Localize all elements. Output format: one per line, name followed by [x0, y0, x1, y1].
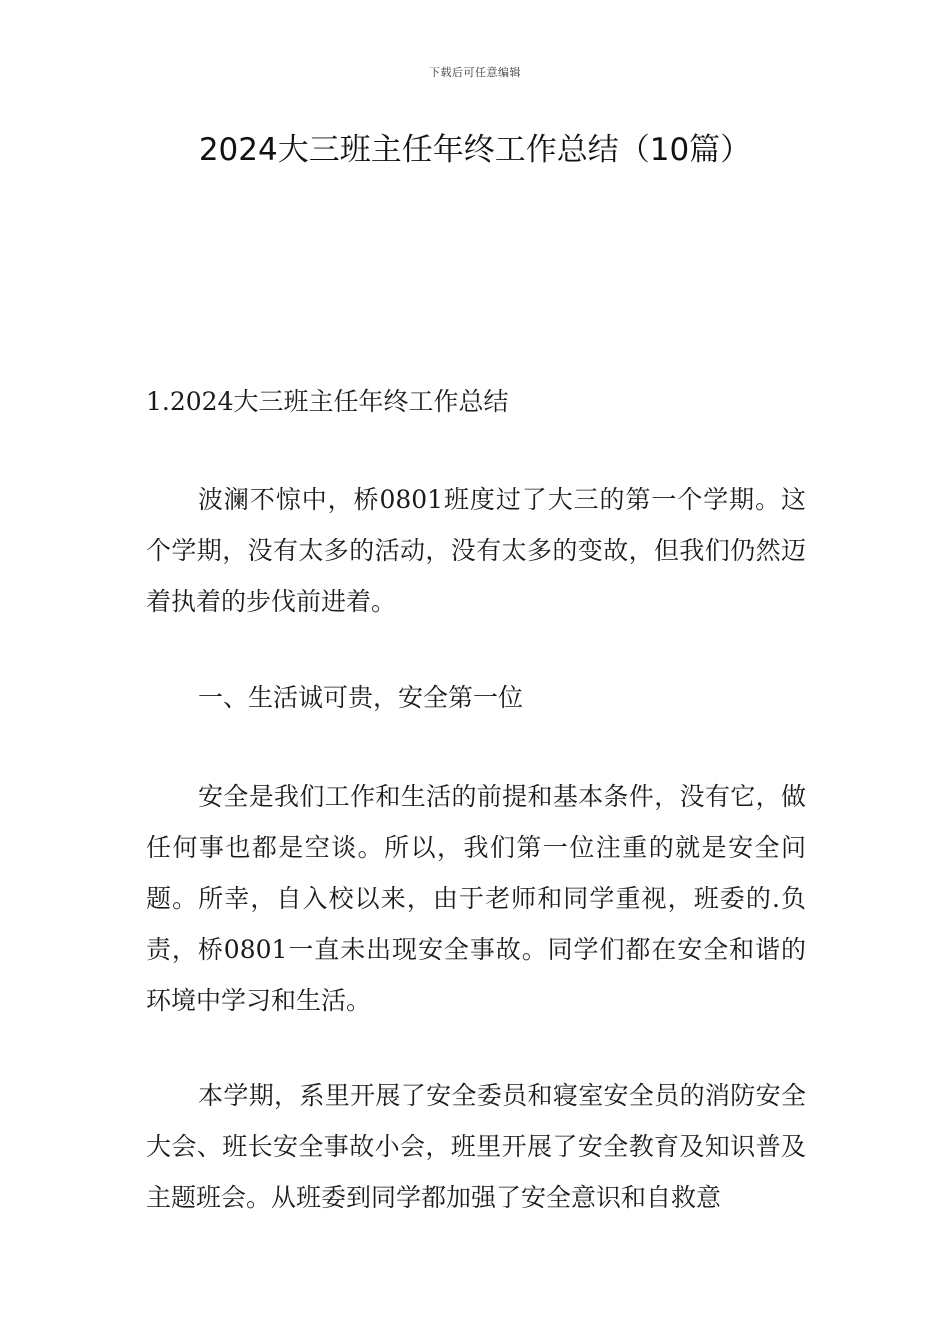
section-title: 1.2024大三班主任年终工作总结: [146, 387, 509, 416]
paragraph-activities: 本学期，系里开展了安全委员和寝室安全员的消防安全大会、班长安全事故小会，班里开展了安全教育及知识普及主题班会。从班委到同学都加强了安全意识和自救意: [146, 1081, 806, 1212]
document-title: 2024大三班主任年终工作总结（10篇）: [198, 132, 752, 168]
paragraph-intro: 波澜不惊中，桥0801班度过了大三的第一个学期。这个学期，没有太多的活动，没有太多的变故，但我们仍然迈着执着的步伐前进着。: [146, 485, 806, 616]
subheading-safety: 一、生活诚可贵，安全第一位: [198, 683, 524, 712]
paragraph-safety: 安全是我们工作和生活的前提和基本条件，没有它，做任何事也都是空谈。所以，我们第一位注重的就是安全问题。所幸，自入校以来，由于老师和同学重视，班委的.负责，桥0801一直未出现安全事故。同学们都在安全和谐的环境中学习和生活。: [146, 782, 806, 1015]
header-note: 下载后可任意编辑: [429, 66, 521, 79]
